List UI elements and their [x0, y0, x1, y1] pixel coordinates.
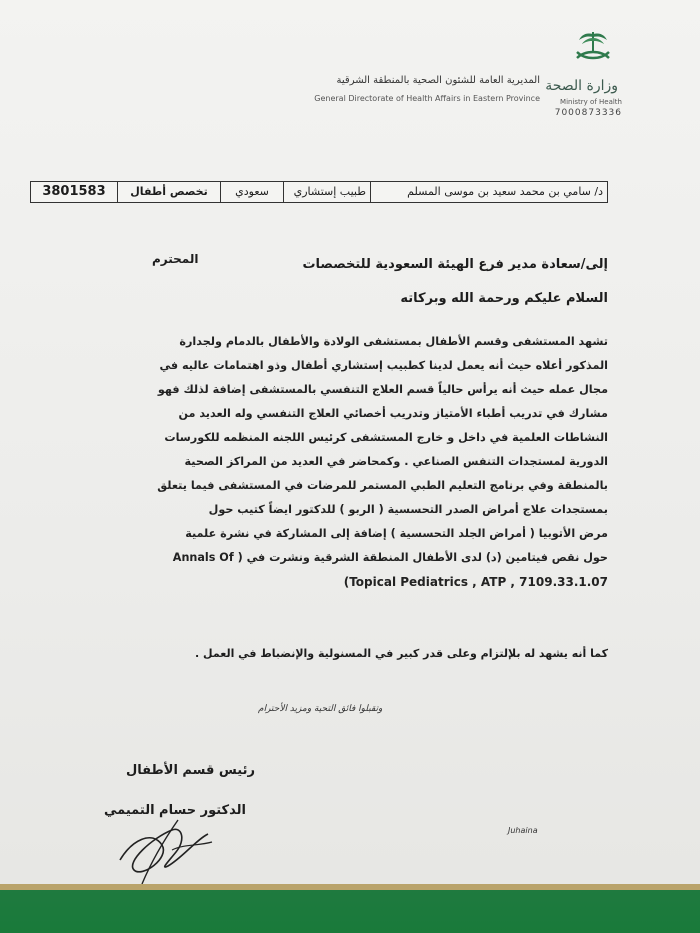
- directorate-name-ar: المديرية العامة للشئون الصحية بالمنطقة الشرقية: [336, 75, 540, 86]
- body-line: مشارك في تدريب أطباء الأمتياز وتدريب أخصائي العلاج التنفسي وله العديد من: [178, 407, 608, 420]
- signatory-title: رئيس قسم الأطفال: [126, 763, 255, 778]
- citation-line: (Topical Pediatrics , ATP , 7109.33.1.07: [343, 575, 608, 589]
- job-title-cell: طبيب إستشاري: [283, 182, 370, 202]
- signatory-name: الدكتور حسام التميمي: [104, 803, 246, 818]
- ministry-name-ar: وزارة الصحة: [545, 78, 618, 94]
- regards-line: وتقبلوا فائق التحية ومزيد الأحترام: [258, 704, 383, 714]
- handwritten-signature: [112, 800, 222, 890]
- body-line: تشهد المستشفى وقسم الأطفال بمستشفى الولادة والأطفال بالدمام ولجدارة: [179, 335, 608, 348]
- greeting-line: السلام عليكم ورحمة الله وبركاته: [400, 291, 608, 306]
- body-line: بالمنطقة وفي برنامج التعليم الطبي المستمر للمرضات في المستشفى فيما يتعلق: [157, 479, 608, 492]
- body-line: بمستجدات علاج أمراض الصدر التحسسية ( الربو ) للدكتور ايضاً كتيب حول: [208, 503, 608, 516]
- footer-tag: Juhaina: [508, 826, 538, 835]
- doctor-name-cell: د/ سامي بن محمد سعيد بن موسى المسلم: [370, 182, 607, 202]
- letter-body: [96, 330, 608, 594]
- palm-swords-emblem-icon: [571, 28, 615, 68]
- ministry-name-en: Ministry of Health: [560, 98, 622, 106]
- nationality-cell: سعودي: [220, 182, 283, 202]
- directorate-name-en: General Directorate of Health Affairs in Eastern Province: [314, 94, 540, 103]
- ministry-logo: [558, 28, 628, 68]
- id-number-cell: 3801583: [42, 184, 106, 199]
- footer-color-bar: [0, 884, 700, 933]
- body-line: مرض الأتوبيا ( أمراض الجلد التحسسية ) إضافة إلى المشاركة في نشرة علمية: [185, 527, 608, 540]
- recipient-line: إلى/سعادة مدير فرع الهيئة السعودية للتخصصات: [302, 257, 608, 272]
- specialty-cell: تخصص أطفال: [117, 182, 220, 202]
- body-line: المذكور أعلاه حيث أنه يعمل لدينا كطبيب إستشاري أطفال وذو اهتمامات عاليه في: [159, 359, 608, 372]
- body-line: مجال عمله حيث أنه يرأس حالياً قسم العلاج التنفسي بالمستشفى إضافة لذلك فهو: [157, 383, 608, 396]
- respect-label: المحترم: [152, 252, 199, 266]
- doctor-info-table: [30, 181, 608, 203]
- body-line: حول نقص فيتامين (د) لدى الأطفال المنطقة الشرقية ونشرت في ( Annals Of: [172, 551, 608, 564]
- body-line: النشاطات العلمية في داخل و خارج المستشفى كرئيس اللجنه المنظمه للكورسات: [164, 431, 608, 444]
- closing-line: كما أنه يشهد له بلإلتزام وعلى قدر كبير في المسنولية والإنضباط في العمل .: [195, 647, 608, 660]
- ministry-phone: 7000873336: [554, 108, 622, 118]
- body-line: الدورية لمستجدات التنفس الصناعي . وكمحاضر في العديد من المراكز الصحية: [184, 455, 608, 468]
